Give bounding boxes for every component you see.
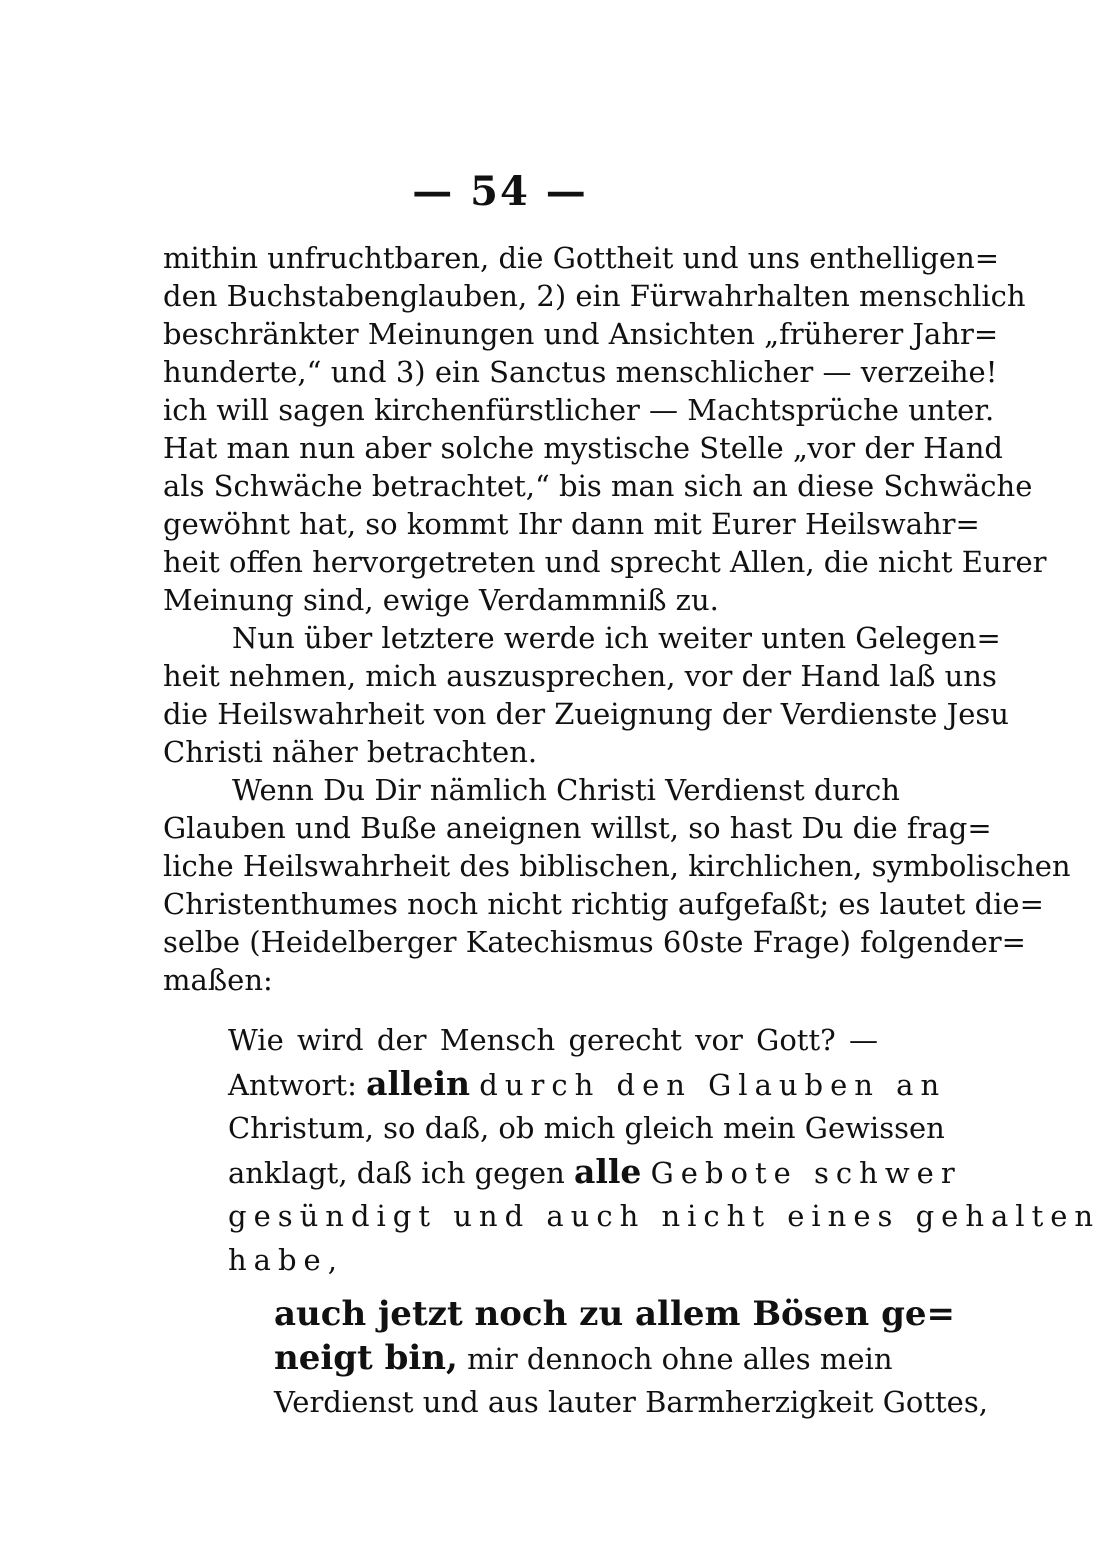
paragraph-start-line: Wenn Du Dir nämlich Christi Verdienst durch: [232, 773, 900, 807]
quote-line: [274, 1336, 893, 1381]
body-line: selbe (Heidelberger Katechismus 60ste Frage) folgender=: [163, 925, 1026, 959]
body-line: liche Heilswahrheit des biblischen, kirchlichen, symbolischen: [163, 849, 1071, 883]
body-line: heit nehmen, mich auszusprechen, vor der Hand laß uns: [163, 659, 997, 693]
quote-line: [228, 1062, 947, 1107]
body-line: mithin unfruchtbaren, die Gottheit und uns enthelligen=: [163, 241, 1000, 275]
quote-line: Christum, so daß, ob mich gleich mein Gewissen: [228, 1111, 945, 1145]
quote-line: habe,: [228, 1243, 344, 1277]
quote-text: anklagt, daß ich gegen: [228, 1156, 565, 1190]
quote-line: [228, 1150, 962, 1195]
body-line: den Buchstabenglauben, 2) ein Fürwahrhalten menschlich: [163, 279, 1026, 313]
body-line: maßen:: [163, 963, 273, 997]
body-line: Christenthumes noch nicht richtig aufgefaßt; es lautet die=: [163, 887, 1044, 921]
body-line: heit offen hervorgetreten und sprecht Allen, die nicht Eurer: [163, 545, 1047, 579]
quote-emphasis: neigt bin,: [274, 1338, 458, 1378]
body-line: ich will sagen kirchenfürstlicher — Machtsprüche unter.: [163, 393, 995, 427]
paragraph-start-line: Nun über letztere werde ich weiter unten Gelegen=: [232, 621, 1001, 655]
body-line: hunderte,“ und 3) ein Sanctus menschlicher — verzeihe!: [163, 355, 998, 389]
body-line: Christi näher betrachten.: [163, 735, 538, 769]
body-line: Glauben und Buße aneignen willst, so hast Du die frag=: [163, 811, 992, 845]
body-line: Meinung sind, ewige Verdammniß zu.: [163, 583, 719, 617]
body-line: als Schwäche betrachtet,“ bis man sich an diese Schwäche: [163, 469, 1033, 503]
quote-bold-line: auch jetzt noch zu allem Bösen ge=: [274, 1294, 955, 1334]
quote-emphasis: alle: [573, 1152, 642, 1191]
body-line: gewöhnt hat, so kommt Ihr dann mit Eurer Heilswahr=: [163, 507, 980, 541]
quote-spaced-text: durch den Glauben an: [479, 1068, 947, 1102]
page-number: — 54 —: [412, 168, 588, 215]
quote-emphasis: allein: [366, 1064, 471, 1103]
body-line: die Heilswahrheit von der Zueignung der Verdienste Jesu: [163, 697, 1009, 731]
body-line: Hat man nun aber solche mystische Stelle „vor der Hand: [163, 431, 1003, 465]
quote-line: gesündigt und auch nicht eines gehalten: [228, 1199, 1100, 1233]
quote-line: Wie wird der Mensch gerecht vor Gott? —: [228, 1023, 878, 1057]
quote-line: Verdienst und aus lauter Barmherzigkeit Gottes,: [274, 1385, 988, 1419]
body-line: beschränkter Meinungen und Ansichten „früherer Jahr=: [163, 317, 999, 351]
quote-text: mir dennoch ohne alles mein: [467, 1342, 893, 1376]
quote-answer-label: Antwort:: [228, 1068, 357, 1102]
quote-spaced-text: Gebote schwer: [650, 1156, 962, 1190]
